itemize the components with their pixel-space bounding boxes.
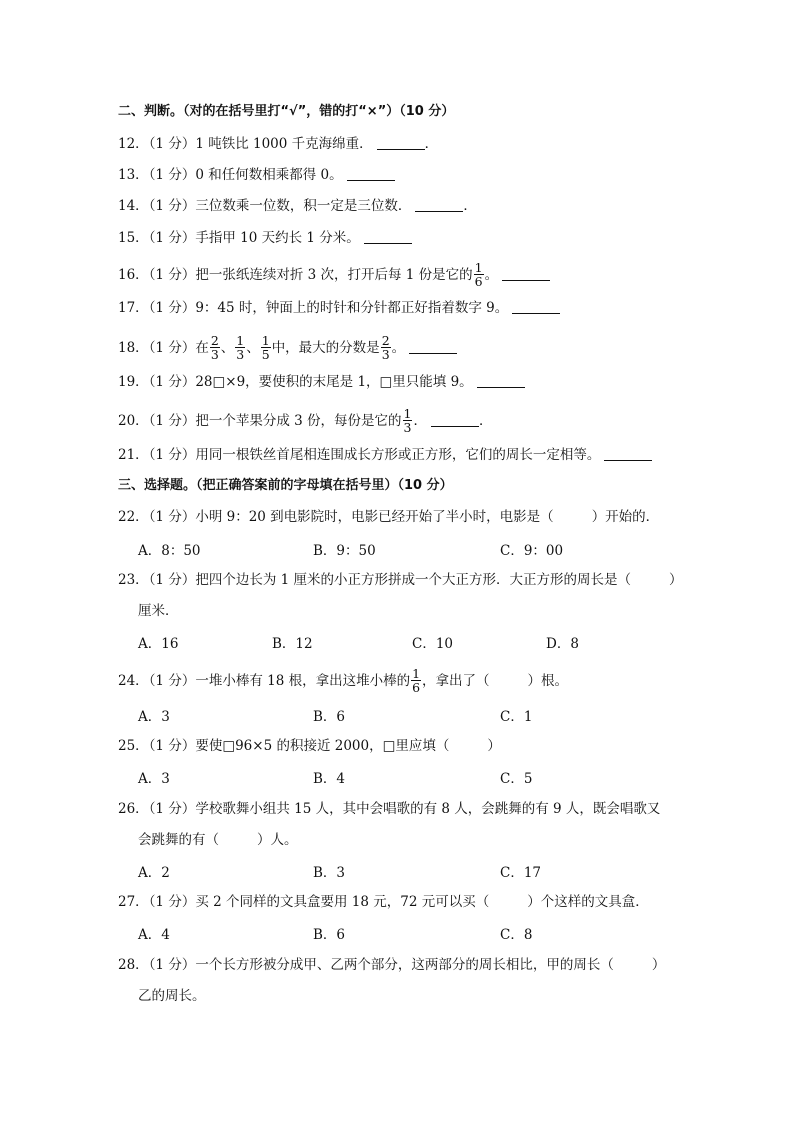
question-score: （1 分） bbox=[148, 738, 196, 754]
question-text: ，拿出了（ bbox=[422, 673, 490, 689]
section-title-judgement: 二、判断。（对的在括号里打“√”，错的打“×”）（10 分） bbox=[118, 104, 455, 119]
answer-blank[interactable] bbox=[377, 135, 425, 150]
question-12 bbox=[118, 134, 438, 154]
question-score: （1 分） bbox=[148, 673, 196, 689]
question-number: 15． bbox=[118, 230, 149, 246]
answer-blank[interactable] bbox=[415, 197, 463, 212]
question-end-mark: ． bbox=[424, 136, 439, 152]
question-24 bbox=[118, 668, 568, 695]
question-number: 13． bbox=[118, 167, 149, 183]
question-text: 把一个苹果分成 3 份，每份是它的 bbox=[195, 413, 402, 429]
question-text-end: ． bbox=[413, 413, 427, 429]
question-text: 把四个边长为 1 厘米的小正方形拼成一个大正方形．大正方形的周长是（ bbox=[195, 572, 631, 588]
option-a: A．3 bbox=[138, 709, 170, 725]
option-c: C．5 bbox=[500, 771, 533, 787]
question-number: 25． bbox=[118, 738, 149, 754]
question-text-end: 。 bbox=[484, 267, 499, 283]
question-23 bbox=[118, 570, 683, 590]
option-c: C．17 bbox=[500, 865, 542, 881]
question-score: （1 分） bbox=[148, 447, 196, 463]
option-b: B．3 bbox=[313, 865, 346, 881]
question-text: 0 和任何数相乘都得 0。 bbox=[195, 167, 343, 183]
answer-blank[interactable] bbox=[477, 373, 525, 388]
option-b: B．4 bbox=[313, 771, 346, 787]
question-text: 一堆小棒有 18 根，拿出这堆小棒的 bbox=[195, 673, 411, 689]
question-16 bbox=[118, 262, 550, 289]
question-number: 19． bbox=[118, 374, 149, 390]
question-number: 28． bbox=[118, 957, 149, 973]
fraction-numerator: 1 bbox=[236, 333, 245, 348]
option-b: B．6 bbox=[313, 927, 346, 943]
answer-blank[interactable] bbox=[409, 339, 457, 354]
question-28-line2: 乙的周长。 bbox=[138, 988, 206, 1004]
option-a: A．8：50 bbox=[138, 543, 201, 559]
fraction-numerator: 1 bbox=[474, 260, 483, 275]
question-end-mark: ． bbox=[463, 198, 477, 214]
question-text-end: ） bbox=[487, 738, 501, 754]
question-score: （1 分） bbox=[148, 230, 196, 246]
question-text: 用同一根铁丝首尾相连围成长方形或正方形，它们的周长一定相等。 bbox=[195, 447, 601, 463]
answer-blank[interactable] bbox=[512, 299, 560, 314]
answer-blank[interactable] bbox=[502, 266, 550, 281]
question-text-end: ） bbox=[651, 957, 666, 973]
question-number: 18． bbox=[118, 340, 149, 356]
option-c: C．8 bbox=[500, 927, 533, 943]
section-title-choice: 三、选择题。（把正确答案前的字母填在括号里）（10 分） bbox=[118, 478, 453, 493]
question-23-line2: 厘米． bbox=[138, 603, 179, 619]
question-number: 22． bbox=[118, 509, 149, 525]
fraction bbox=[210, 334, 220, 361]
question-text: 1 吨铁比 1000 千克海绵重． bbox=[195, 136, 373, 152]
option-c: C．9：00 bbox=[500, 543, 564, 559]
fraction-denominator: 3 bbox=[210, 347, 219, 362]
question-text-end: ）人。 bbox=[257, 832, 298, 848]
option-a: A．3 bbox=[138, 771, 170, 787]
question-27 bbox=[118, 892, 649, 912]
answer-blank[interactable] bbox=[347, 166, 395, 181]
question-text: 三位数乘一位数，积一定是三位数． bbox=[195, 198, 412, 214]
option-c: C．10 bbox=[412, 636, 454, 652]
answer-blank[interactable] bbox=[431, 412, 479, 427]
question-number: 20． bbox=[118, 413, 149, 429]
fraction-numerator: 2 bbox=[210, 333, 219, 348]
question-number: 16． bbox=[118, 267, 149, 283]
question-number: 12． bbox=[118, 136, 149, 152]
question-score: （1 分） bbox=[148, 167, 196, 183]
fraction-denominator: 5 bbox=[261, 347, 270, 362]
question-text: 一个长方形被分成甲、乙两个部分，这两部分的周长相比，甲的周长（ bbox=[195, 957, 614, 973]
question-score: （1 分） bbox=[148, 957, 196, 973]
question-text: 把一张纸连续对折 3 次，打开后每 1 份是它的 bbox=[195, 267, 473, 283]
question-score: （1 分） bbox=[148, 374, 196, 390]
fraction bbox=[261, 334, 271, 361]
question-text: 会跳舞的有（ bbox=[138, 832, 219, 848]
question-20 bbox=[118, 408, 492, 435]
question-number: 17． bbox=[118, 300, 149, 316]
question-score: （1 分） bbox=[148, 509, 196, 525]
option-d: D．8 bbox=[546, 636, 579, 652]
option-b: B．9：50 bbox=[313, 543, 376, 559]
option-b: B．12 bbox=[272, 636, 313, 652]
question-21 bbox=[118, 445, 652, 465]
question-14 bbox=[118, 196, 477, 216]
fraction bbox=[411, 667, 421, 694]
question-text-end: ） bbox=[669, 572, 683, 588]
question-score: （1 分） bbox=[148, 300, 196, 316]
question-text-end: 。 bbox=[391, 340, 406, 356]
question-score: （1 分） bbox=[148, 267, 196, 283]
question-number: 24． bbox=[118, 673, 149, 689]
question-end-mark: ． bbox=[478, 413, 493, 429]
fraction-numerator: 1 bbox=[261, 333, 270, 348]
question-number: 23． bbox=[118, 572, 149, 588]
question-number: 21． bbox=[118, 447, 149, 463]
question-number: 27． bbox=[118, 894, 149, 910]
question-text: 小明 9：20 到电影院时，电影已经开始了半小时，电影是（ bbox=[195, 509, 554, 525]
fraction bbox=[403, 407, 413, 434]
fraction-denominator: 6 bbox=[474, 274, 483, 289]
question-text: 9：45 时，钟面上的时针和分针都正好指着数字 9。 bbox=[195, 300, 509, 316]
fraction-numerator: 1 bbox=[412, 666, 421, 681]
fraction-denominator: 3 bbox=[236, 347, 245, 362]
question-25 bbox=[118, 736, 501, 756]
question-score: （1 分） bbox=[148, 572, 196, 588]
option-c: C．1 bbox=[500, 709, 533, 725]
answer-blank[interactable] bbox=[364, 229, 412, 244]
fraction-denominator: 3 bbox=[403, 420, 412, 435]
fraction bbox=[381, 334, 391, 361]
question-28 bbox=[118, 955, 665, 975]
fraction-denominator: 3 bbox=[381, 347, 390, 362]
fraction-numerator: 1 bbox=[403, 406, 412, 421]
question-text: 中，最大的分数是 bbox=[271, 340, 380, 356]
question-number: 26． bbox=[118, 801, 149, 817]
question-19 bbox=[118, 372, 525, 392]
fraction-numerator: 2 bbox=[381, 333, 390, 348]
question-22 bbox=[118, 507, 659, 527]
question-13 bbox=[118, 165, 395, 185]
question-text: 买 2 个同样的文具盒要用 18 元，72 元可以买（ bbox=[195, 894, 490, 910]
question-26-line2 bbox=[138, 830, 298, 850]
fraction bbox=[235, 334, 245, 361]
question-score: （1 分） bbox=[148, 413, 196, 429]
question-15 bbox=[118, 228, 412, 248]
question-score: （1 分） bbox=[148, 198, 196, 214]
question-text: 要使□96×5 的积接近 2000，□里应填（ bbox=[195, 738, 450, 754]
question-score: （1 分） bbox=[148, 136, 196, 152]
question-text-end: ）开始的． bbox=[591, 509, 660, 525]
answer-blank[interactable] bbox=[604, 446, 652, 461]
question-text: 28□×9，要使积的末尾是 1，□里只能填 9。 bbox=[195, 374, 473, 390]
question-26 bbox=[118, 799, 660, 819]
question-number: 14． bbox=[118, 198, 149, 214]
fraction-denominator: 6 bbox=[412, 680, 421, 695]
option-b: B．6 bbox=[313, 709, 346, 725]
question-18 bbox=[118, 335, 457, 362]
question-text-end: ）根。 bbox=[527, 673, 569, 689]
fraction bbox=[474, 261, 484, 288]
question-text: 学校歌舞小组共 15 人，其中会唱歌的有 8 人，会跳舞的有 9 人，既会唱歌又 bbox=[195, 801, 661, 817]
option-a: A．4 bbox=[138, 927, 170, 943]
question-17 bbox=[118, 298, 560, 318]
question-text: 手指甲 10 天约长 1 分米。 bbox=[195, 230, 360, 246]
question-score: （1 分） bbox=[148, 801, 196, 817]
option-a: A．2 bbox=[138, 865, 170, 881]
question-score: （1 分） bbox=[148, 894, 196, 910]
question-text-end: ）个这样的文具盒． bbox=[527, 894, 649, 910]
option-a: A．16 bbox=[138, 636, 179, 652]
question-score: （1 分） bbox=[148, 340, 196, 356]
separator: 、 bbox=[220, 340, 235, 356]
question-text: 在 bbox=[195, 340, 209, 356]
separator: 、 bbox=[246, 340, 260, 356]
